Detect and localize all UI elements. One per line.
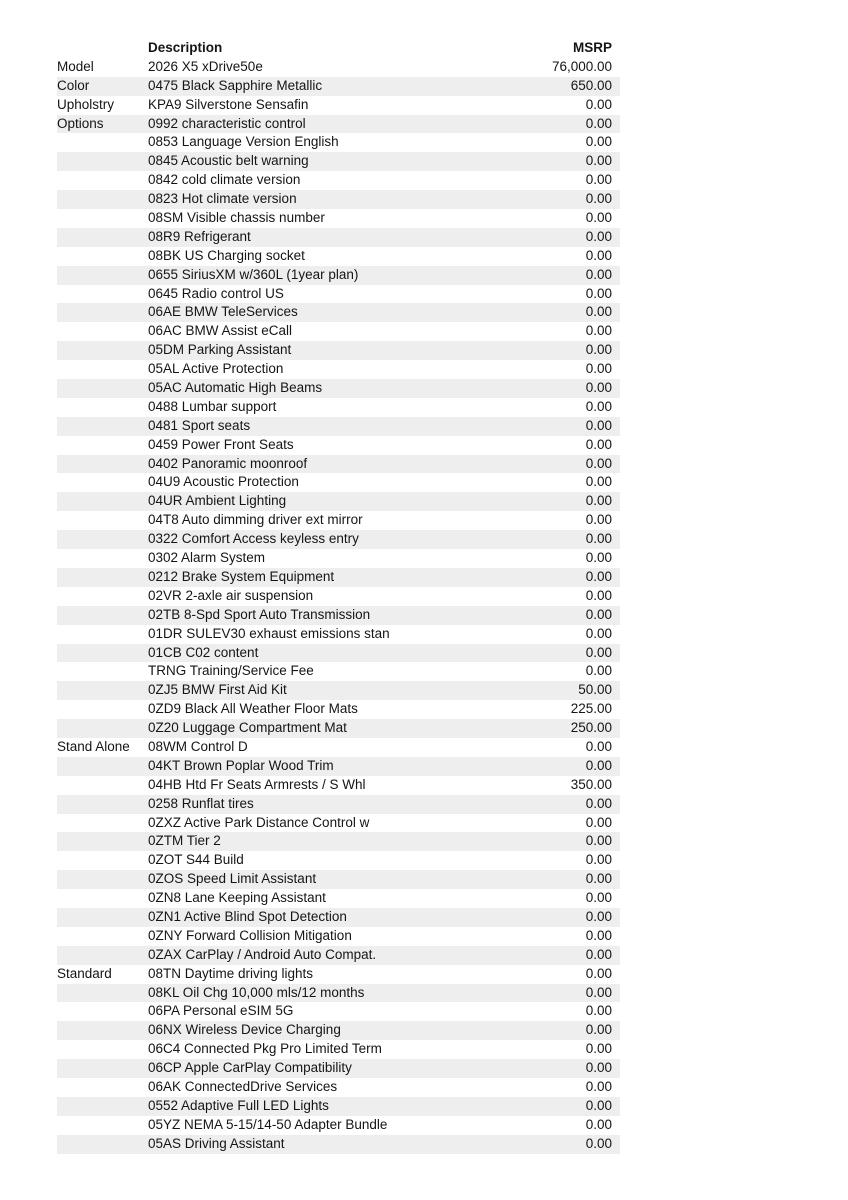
row-msrp-value: 0.00 (585, 210, 612, 226)
row-description: 06AK ConnectedDrive Services (148, 1078, 338, 1094)
row-msrp-value: 0.00 (585, 191, 612, 207)
table-row (57, 606, 620, 625)
row-msrp-value: 0.00 (585, 455, 612, 471)
table-row (57, 247, 620, 266)
row-msrp-value: 0.00 (585, 266, 612, 282)
row-description: 0302 Alarm System (148, 550, 266, 566)
table-row (57, 795, 620, 814)
row-description: 0ZNY Forward Collision Mitigation (148, 927, 352, 943)
row-description: 06CP Apple CarPlay Compatibility (148, 1060, 352, 1076)
row-msrp-value: 0.00 (585, 738, 612, 754)
table-row (57, 1059, 620, 1078)
row-msrp-value: 0.00 (585, 587, 612, 603)
table-row (57, 1135, 620, 1154)
row-msrp-value: 0.00 (585, 550, 612, 566)
table-row (57, 190, 620, 209)
row-description: 0823 Hot climate version (148, 191, 297, 207)
table-row (57, 133, 620, 152)
row-description: KPA9 Silverstone Sensafin (148, 96, 309, 112)
row-msrp-value: 0.00 (585, 342, 612, 358)
table-row (57, 266, 620, 285)
row-msrp-value: 650.00 (570, 77, 612, 93)
row-msrp-value: 0.00 (585, 512, 612, 528)
row-msrp-value: 0.00 (585, 228, 612, 244)
row-msrp-value: 0.00 (585, 531, 612, 547)
row-description: 05AS Driving Assistant (148, 1135, 285, 1151)
row-msrp-value: 0.00 (585, 795, 612, 811)
description-column-header: Description (148, 40, 223, 55)
row-msrp-value: 0.00 (585, 361, 612, 377)
row-description: 04U9 Acoustic Protection (148, 474, 299, 490)
table-row (57, 436, 620, 455)
row-msrp-value: 0.00 (585, 1060, 612, 1076)
row-description: 0488 Lumbar support (148, 398, 277, 414)
row-description: 08TN Daytime driving lights (148, 965, 314, 981)
row-msrp-value: 0.00 (585, 568, 612, 584)
table-row (57, 568, 620, 587)
row-msrp-value: 0.00 (585, 1078, 612, 1094)
row-msrp-value: 0.00 (585, 493, 612, 509)
row-description: 08SM Visible chassis number (148, 210, 325, 226)
row-description: 04KT Brown Poplar Wood Trim (148, 757, 334, 773)
table-row (57, 889, 620, 908)
row-description: 0ZAX CarPlay / Android Auto Compat. (148, 946, 377, 962)
row-description: 0258 Runflat tires (148, 795, 254, 811)
table-row (57, 776, 620, 795)
table-row (57, 870, 620, 889)
row-msrp-value: 0.00 (585, 946, 612, 962)
row-description: 08R9 Refrigerant (148, 228, 251, 244)
row-description: 04UR Ambient Lighting (148, 493, 287, 509)
row-description: 0212 Brake System Equipment (148, 568, 335, 584)
row-description: 0ZTM Tier 2 (148, 833, 221, 849)
row-msrp-value: 0.00 (585, 814, 612, 830)
row-description: 0459 Power Front Seats (148, 436, 294, 452)
table-body (57, 58, 620, 1154)
vehicle-options-table (57, 39, 620, 1154)
row-msrp-value: 0.00 (585, 625, 612, 641)
table-row (57, 644, 620, 663)
row-description: 0ZN8 Lane Keeping Assistant (148, 890, 326, 906)
table-row (57, 322, 620, 341)
table-row (57, 851, 620, 870)
table-row (57, 492, 620, 511)
table-row (57, 77, 620, 96)
row-msrp-value: 0.00 (585, 1097, 612, 1113)
table-row (57, 1097, 620, 1116)
table-row (57, 719, 620, 738)
row-description: 0ZOS Speed Limit Assistant (148, 871, 317, 887)
row-description: 08KL Oil Chg 10,000 mls/12 months (148, 984, 365, 1000)
table-row (57, 360, 620, 379)
table-row (57, 1021, 620, 1040)
row-category-label: Stand Alone (57, 738, 130, 754)
row-description: 0322 Comfort Access keyless entry (148, 531, 359, 547)
table-row (57, 965, 620, 984)
row-description: 0655 SiriusXM w/360L (1year plan) (148, 266, 359, 282)
row-description: 06AC BMW Assist eCall (148, 323, 293, 339)
row-msrp-value: 0.00 (585, 833, 612, 849)
row-description: 0481 Sport seats (148, 417, 251, 433)
table-row (57, 285, 620, 304)
row-description: 2026 X5 xDrive50e (148, 58, 263, 74)
row-msrp-value: 0.00 (585, 96, 612, 112)
row-description: 06PA Personal eSIM 5G (148, 1003, 294, 1019)
row-description: 0402 Panoramic moonroof (148, 455, 308, 471)
msrp-column-header: MSRP (572, 40, 612, 55)
row-description: 0ZN1 Active Blind Spot Detection (148, 908, 347, 924)
row-description: 0475 Black Sapphire Metallic (148, 77, 323, 93)
row-description: 04T8 Auto dimming driver ext mirror (148, 512, 363, 528)
row-description: 06C4 Connected Pkg Pro Limited Term (148, 1041, 382, 1057)
row-msrp-value: 0.00 (585, 908, 612, 924)
row-msrp-value: 0.00 (585, 436, 612, 452)
table-row (57, 473, 620, 492)
row-msrp-value: 0.00 (585, 965, 612, 981)
row-msrp-value: 0.00 (585, 1022, 612, 1038)
row-msrp-value: 0.00 (585, 890, 612, 906)
table-row (57, 681, 620, 700)
table-row (57, 1040, 620, 1059)
row-description: 0842 cold climate version (148, 172, 301, 188)
row-description: 08BK US Charging socket (148, 247, 305, 263)
table-row (57, 832, 620, 851)
table-row (57, 738, 620, 757)
row-msrp-value: 0.00 (585, 927, 612, 943)
row-msrp-value: 0.00 (585, 153, 612, 169)
row-msrp-value: 0.00 (585, 1135, 612, 1151)
row-description: 01DR SULEV30 exhaust emissions stan (148, 625, 390, 641)
table-row (57, 341, 620, 360)
table-row (57, 58, 620, 77)
row-description: 0Z20 Luggage Compartment Mat (148, 720, 347, 736)
row-msrp-value: 0.00 (585, 852, 612, 868)
table-row (57, 171, 620, 190)
row-description: 0845 Acoustic belt warning (148, 153, 309, 169)
table-row (57, 1002, 620, 1021)
row-msrp-value: 0.00 (585, 398, 612, 414)
row-category-label: Upholstry (57, 96, 115, 112)
row-msrp-value: 0.00 (585, 871, 612, 887)
row-msrp-value: 0.00 (585, 1003, 612, 1019)
row-msrp-value: 0.00 (585, 757, 612, 773)
table-row (57, 927, 620, 946)
row-description: 05DM Parking Assistant (148, 342, 292, 358)
row-msrp-value: 0.00 (585, 984, 612, 1000)
table-row (57, 908, 620, 927)
table-row (57, 814, 620, 833)
table-row (57, 115, 620, 134)
table-row (57, 379, 620, 398)
table-row (57, 455, 620, 474)
row-msrp-value: 0.00 (585, 380, 612, 396)
row-description: 06AE BMW TeleServices (148, 304, 298, 320)
row-description: 02VR 2-axle air suspension (148, 587, 314, 603)
row-msrp-value: 0.00 (585, 663, 612, 679)
row-description: 06NX Wireless Device Charging (148, 1022, 341, 1038)
table-row (57, 417, 620, 436)
row-description: 04HB Htd Fr Seats Armrests / S Whl (148, 776, 366, 792)
row-description: 0853 Language Version English (148, 134, 339, 150)
row-msrp-value: 76,000.00 (551, 58, 612, 74)
row-description: 05YZ NEMA 5-15/14-50 Adapter Bundle (148, 1116, 388, 1132)
row-msrp-value: 0.00 (585, 644, 612, 660)
table-row (57, 946, 620, 965)
table-row (57, 209, 620, 228)
row-msrp-value: 225.00 (570, 701, 612, 717)
row-description: 0645 Radio control US (148, 285, 284, 301)
row-msrp-value: 0.00 (585, 304, 612, 320)
row-description: TRNG Training/Service Fee (148, 663, 314, 679)
table-row (57, 549, 620, 568)
row-msrp-value: 250.00 (570, 720, 612, 736)
row-description: 0ZXZ Active Park Distance Control w (148, 814, 370, 830)
table-row (57, 625, 620, 644)
row-description: 0ZJ5 BMW First Aid Kit (148, 682, 287, 698)
row-msrp-value: 0.00 (585, 1116, 612, 1132)
row-msrp-value: 350.00 (570, 776, 612, 792)
table-row (57, 662, 620, 681)
row-description: 0ZOT S44 Build (148, 852, 244, 868)
row-msrp-value: 0.00 (585, 285, 612, 301)
row-category-label: Options (57, 115, 104, 131)
row-description: 05AC Automatic High Beams (148, 380, 323, 396)
table-row (57, 96, 620, 115)
table-row (57, 398, 620, 417)
row-msrp-value: 0.00 (585, 115, 612, 131)
row-msrp-value: 0.00 (585, 247, 612, 263)
row-msrp-value: 0.00 (585, 134, 612, 150)
row-msrp-value: 0.00 (585, 606, 612, 622)
table-row (57, 511, 620, 530)
row-description: 0ZD9 Black All Weather Floor Mats (148, 701, 358, 717)
row-msrp-value: 0.00 (585, 1041, 612, 1057)
row-description: 0992 characteristic control (148, 115, 306, 131)
table-row (57, 152, 620, 171)
table-row (57, 1116, 620, 1135)
table-row (57, 700, 620, 719)
table-header-row (57, 39, 620, 58)
table-row (57, 587, 620, 606)
row-msrp-value: 50.00 (578, 682, 612, 698)
table-row (57, 1078, 620, 1097)
row-description: 05AL Active Protection (148, 361, 284, 377)
table-row (57, 228, 620, 247)
row-category-label: Color (57, 77, 90, 93)
table-row (57, 530, 620, 549)
row-category-label: Standard (57, 965, 112, 981)
row-description: 01CB C02 content (148, 644, 259, 660)
row-description: 02TB 8-Spd Sport Auto Transmission (148, 606, 371, 622)
row-msrp-value: 0.00 (585, 474, 612, 490)
table-row (57, 303, 620, 322)
table-row (57, 984, 620, 1003)
row-description: 08WM Control D (148, 738, 248, 754)
row-msrp-value: 0.00 (585, 417, 612, 433)
row-description: 0552 Adaptive Full LED Lights (148, 1097, 329, 1113)
table-row (57, 757, 620, 776)
row-category-label: Model (57, 58, 94, 74)
row-msrp-value: 0.00 (585, 172, 612, 188)
row-msrp-value: 0.00 (585, 323, 612, 339)
